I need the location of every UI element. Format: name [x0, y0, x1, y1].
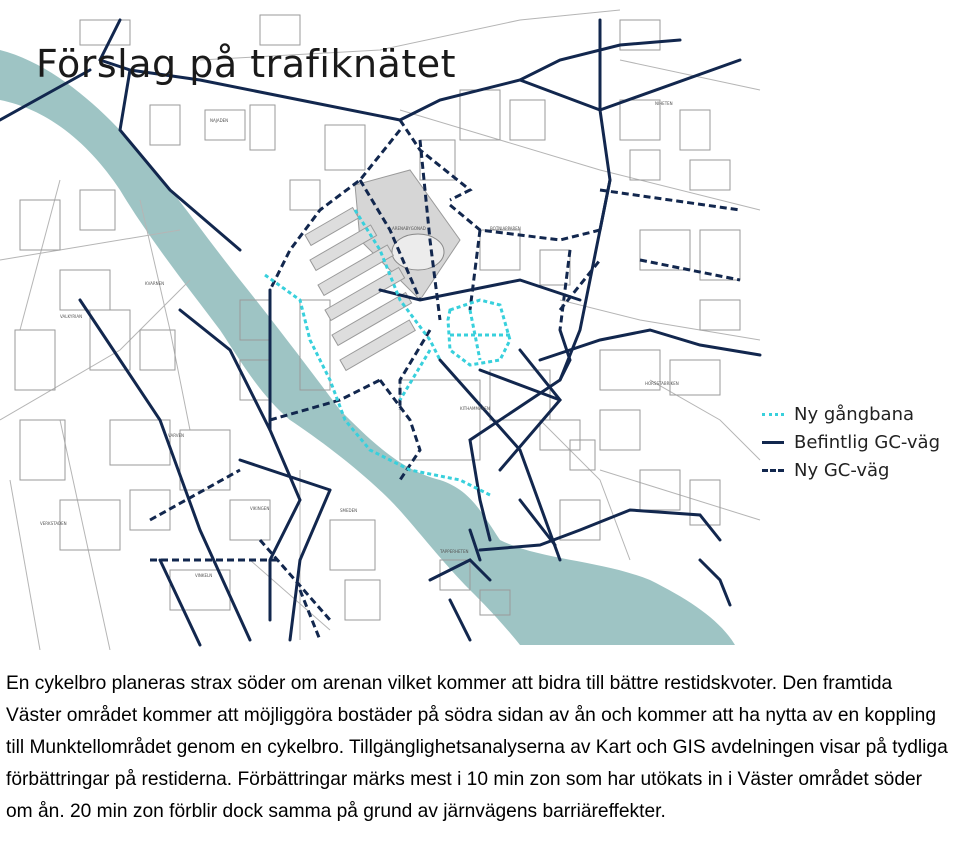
- navy-solid-line-icon: [762, 441, 784, 444]
- place-label: KITHAMMAREN: [460, 406, 490, 411]
- place-label: VERKSTADEN: [40, 521, 67, 526]
- place-label: ARENABYGONAD: [392, 226, 426, 231]
- place-label: NIHETEN: [655, 101, 673, 106]
- place-label: VIKINGEN: [250, 506, 270, 511]
- place-label: KVARNEN: [145, 281, 165, 286]
- place-label: TAPPERHETEN: [440, 549, 469, 554]
- place-label: BOTNIAPPAREN: [490, 226, 521, 231]
- legend-item-befintlig-gc-vag: [762, 428, 940, 456]
- legend-item-ny-gc-vag: [762, 456, 940, 484]
- cyan-dotted-line-icon: [762, 413, 784, 416]
- legend-label: Ny gångbana: [794, 403, 915, 425]
- legend-label: Ny GC-väg: [794, 459, 890, 481]
- legend: [762, 400, 940, 484]
- legend-label: Befintlig GC-väg: [794, 431, 941, 453]
- place-label: VARVEN: [168, 433, 185, 438]
- place-label: VINKELN: [195, 573, 213, 578]
- caption-paragraph: En cykelbro planeras strax söder om arenan vilket kommer att bidra till bättre restidskvoter. Den framtida Väster området kommer att möjliggöra bostäder på södra sidan av ån och kommer att ha nytta av en koppling till Munktellområdet genom en cykelbro. Tillgänglighetsanalyserna av Kart och GIS avdelningen visar på tydliga förbättringar på restiderna. Förbättringar märks mest i 10 min zon som har utökats in i Väster området söder om ån. 20 min zon förblir dock samma på grund av järnvägens barriäreffekter.: [6, 673, 948, 822]
- place-label: HORSSTABRIKEN: [645, 381, 679, 386]
- place-label: SMEDEN: [340, 508, 358, 513]
- legend-item-ny-gangbana: [762, 400, 940, 428]
- navy-dashed-line-icon: [762, 469, 784, 472]
- place-label: VALKYRIAN: [60, 314, 83, 319]
- map-title: Förslag på trafiknätet: [36, 42, 457, 86]
- place-label: NAJADEN: [210, 118, 229, 123]
